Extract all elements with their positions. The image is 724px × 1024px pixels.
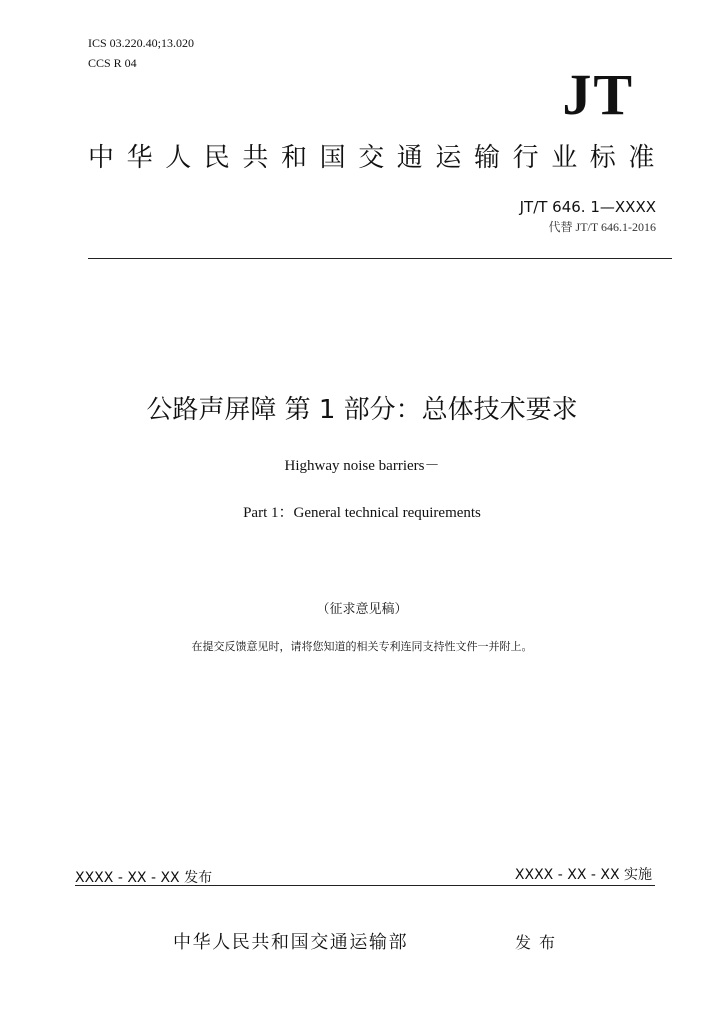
draft-note: 在提交反馈意见时，请将您知道的相关专利连同支持性文件一并附上。: [191, 640, 533, 653]
issue-label: 发布: [515, 933, 564, 952]
header-divider: [88, 258, 672, 259]
draft-label: （征求意见稿）: [316, 602, 408, 617]
replaces-standard: 代替 JT/T 646.1-2016: [548, 220, 656, 234]
issuing-ministry: 中华人民共和国交通运输部: [173, 932, 409, 953]
industry-standard-title: 中华人民共和国交通运输行业标准: [88, 143, 668, 173]
standard-number: JT/T 646. 1—XXXX: [519, 198, 656, 216]
jt-logo: JT: [562, 62, 634, 127]
document-title-english-line2: Part 1：General technical requirements: [243, 505, 481, 521]
document-title-english-line1: Highway noise barriers－: [284, 458, 440, 474]
document-title-chinese: 公路声屏障 第 1 部分：总体技术要求: [146, 395, 578, 425]
ccs-code: CCS R 04: [88, 56, 137, 70]
ics-code: ICS 03.220.40;13.020: [88, 36, 195, 50]
implementation-date: XXXX - XX - XX 实施: [514, 867, 652, 883]
publish-date: XXXX - XX - XX 发布: [75, 870, 213, 886]
footer-divider: [75, 885, 655, 886]
